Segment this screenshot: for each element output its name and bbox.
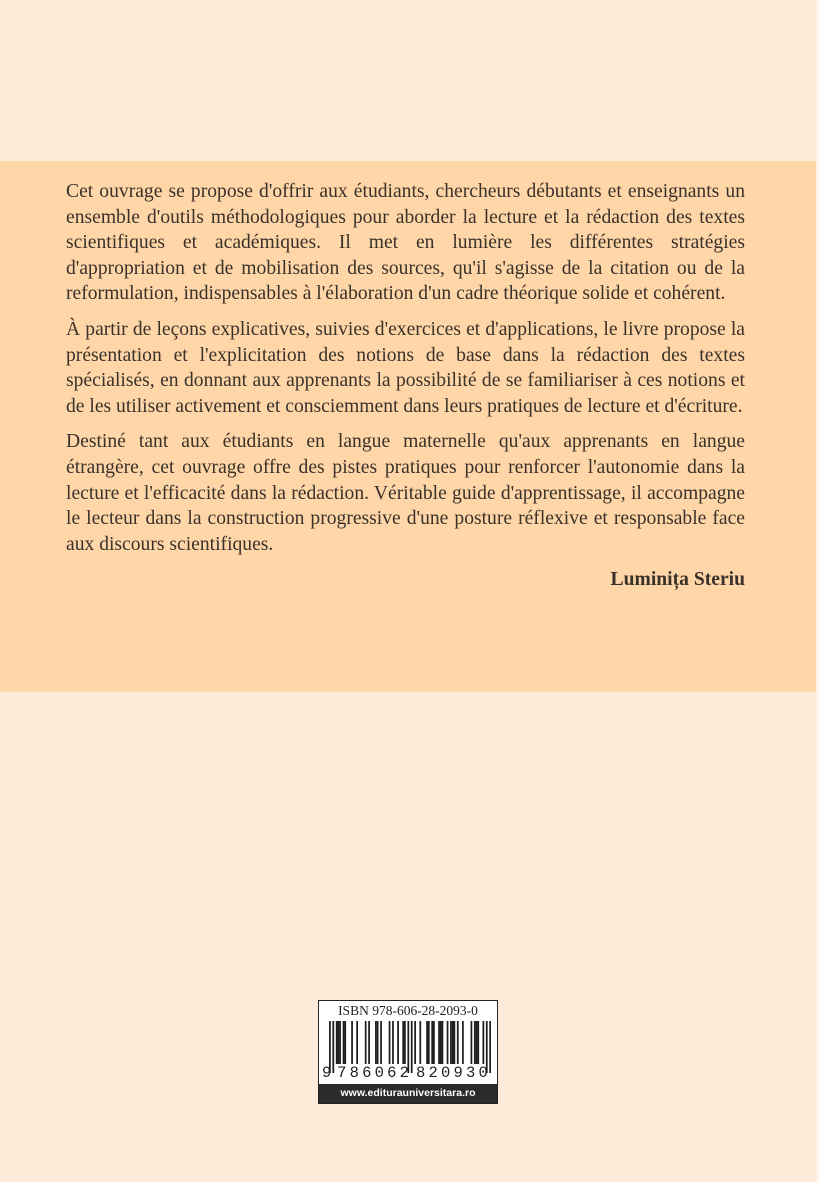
barcode-bar (351, 1021, 353, 1064)
barcode-bar (462, 1021, 464, 1064)
barcode-bar (476, 1021, 478, 1064)
barcode-bar (471, 1021, 473, 1064)
barcode-bar (402, 1021, 404, 1064)
barcode-bar (419, 1021, 421, 1064)
isbn-barcode (318, 1000, 498, 1104)
barcode-digits-left: 786062 (337, 1064, 413, 1082)
barcode-bar (339, 1021, 341, 1064)
blurb-paragraph-3: Destiné tant aux étudiants en langue maternelle qu'aux apprenants en langue étrangère, cet ouvrage offre des pistes pratiques pour renforcer l'autonomie dans la lecture et l'efficacité dans la rédaction. Véritable guide d'apprentissage, il accompagne le lecteur dans la construction progressive d'une posture réflexive et responsable face aux discours scientifiques. (66, 431, 745, 555)
barcode-digit-lead: 9 (322, 1064, 332, 1082)
barcode-bar (440, 1021, 442, 1064)
barcode-bar (336, 1021, 338, 1064)
author-signature: Luminița Steriu (610, 569, 745, 591)
blurb-text (66, 165, 745, 593)
barcode-bar (453, 1021, 455, 1064)
barcode-bar (365, 1021, 367, 1064)
barcode-digits-right: 820930 (415, 1064, 491, 1082)
publisher-url: www.editurauniversitara.ro (319, 1084, 497, 1103)
blurb-paragraph-2: À partir de leçons explicatives, suivies d'exercices et d'applications, le livre propose la présentation et l'explicitation des notions de base dans la rédaction des textes spécialisés, en donnant aux apprenants la possibilité de se familiariser à ces notions et de les utiliser activement et consciemment dans leurs pratiques de lecture et d'écriture. (66, 318, 745, 417)
barcode-bar (450, 1021, 452, 1064)
barcode-bar (414, 1021, 416, 1064)
barcode-bar (438, 1021, 440, 1064)
barcode-bar (397, 1021, 399, 1064)
barcode-bar (457, 1021, 459, 1064)
barcode-bar (474, 1021, 476, 1064)
isbn-label: ISBN 978-606-28-2093-0 (338, 1003, 478, 1018)
barcode-bar (477, 1021, 479, 1064)
barcode-bar (392, 1021, 394, 1064)
barcode-bar (368, 1021, 370, 1064)
barcode-digits (322, 1064, 491, 1082)
barcode-bar (452, 1021, 454, 1064)
barcode-bar (426, 1021, 428, 1064)
barcode-bar (482, 1021, 484, 1064)
barcode-bar (343, 1021, 345, 1064)
barcode-bar (433, 1021, 435, 1064)
barcode-bar (442, 1021, 444, 1064)
blurb-paragraph-1: Cet ouvrage se propose d'offrir aux étudiants, chercheurs débutants et enseignants un ensemble d'outils méthodologiques pour aborder la lecture et la rédaction des textes scientifiques et académiques. Il met en lumière les différentes stratégies d'appropriation et de mobilisation des sources, qu'il s'agisse de la citation ou de la reformulation, indispensables à l'élaboration d'un cadre théorique solide et cohérent. (66, 181, 745, 305)
barcode-bar (428, 1021, 430, 1064)
barcode-bar (356, 1021, 358, 1064)
barcode-bar (377, 1021, 379, 1064)
barcode-bar (389, 1021, 391, 1064)
barcode-bar (447, 1021, 449, 1064)
barcode-bar (380, 1021, 382, 1064)
barcode-bar (375, 1021, 377, 1064)
barcode-bar (344, 1021, 346, 1064)
barcode-bar (338, 1021, 340, 1064)
barcode-bar (431, 1021, 433, 1064)
barcode-bar (404, 1021, 406, 1064)
